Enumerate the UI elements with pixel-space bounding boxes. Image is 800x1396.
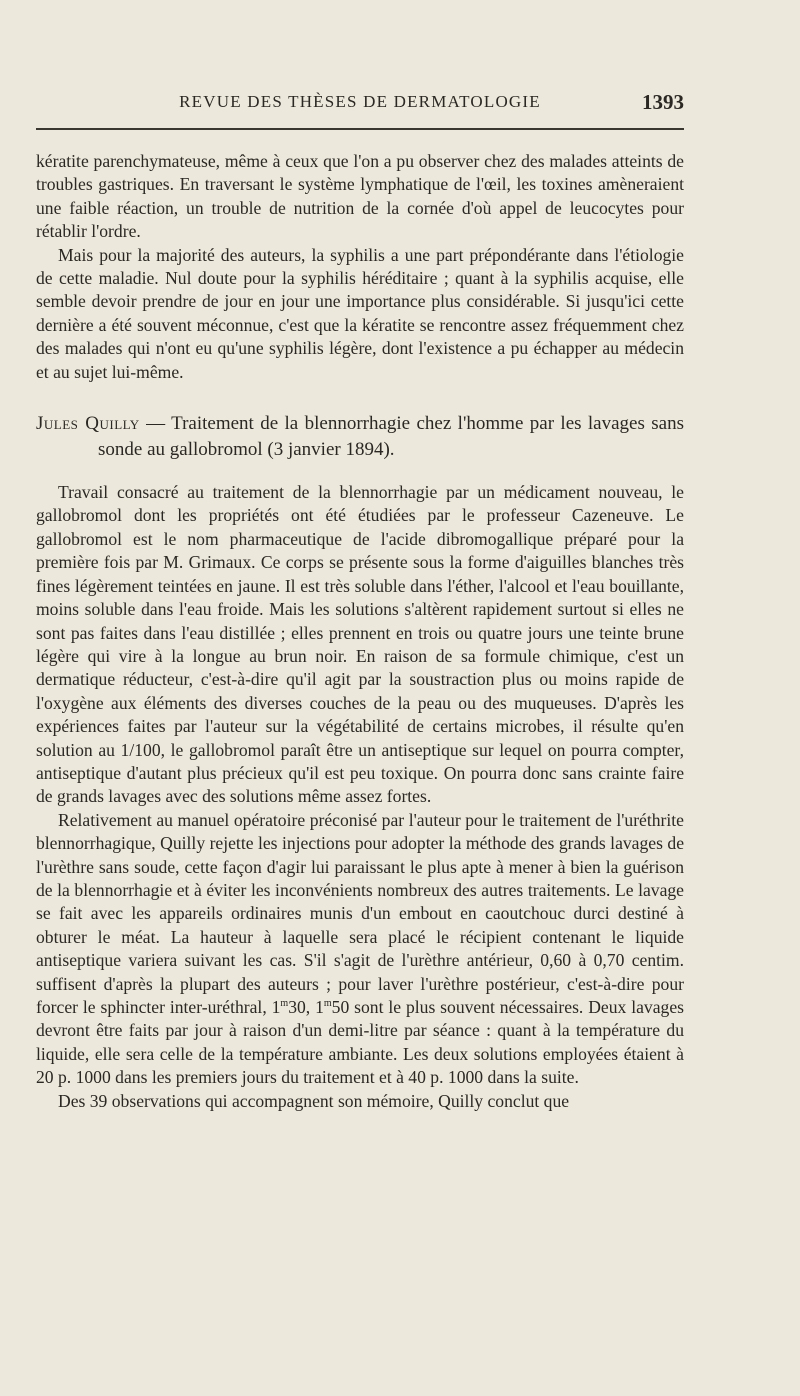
unit-superscript: m — [280, 998, 289, 1010]
article-author: Jules Quilly — [36, 413, 140, 435]
running-title: REVUE DES THÈSES DE DERMATOLOGIE — [179, 92, 541, 111]
spacer — [36, 463, 684, 481]
text-segment: 30, 1 — [288, 997, 324, 1017]
running-head — [36, 88, 684, 116]
paragraph-gallobromol: Travail consacré au traitement de la blennorrhagie par un médicament nouveau, le gallobromol dont les propriétés ont été étudiées par le professeur Cazeneuve. Le gallobromol est le nom pharmaceutique de l'acide dibromogallique préparé pour la première fois par M. Grimaux. Ce corps se présente sous la forme d'aiguilles blanches très fines légèrement teintées en jaune. Il est très soluble dans l'éther, l'alcool et l'eau bouillante, moins soluble dans l'eau froide. Mais les solutions s'altèrent rapidement surtout si elles ne sont pas faites dans l'eau distillée ; elles prennent en trois ou quatre jours une teinte brune légère qui vire à la longue au brun noir. En raison de sa formule chimique, c'est un dermatique réducteur, c'est-à-dire qu'il agit par la soustraction plus ou moins rapide de l'oxygène aux éléments des diverses couches de la peau ou des muqueuses. D'après les expériences faites par l'auteur sur la végétabilité de certains microbes, il résulte qu'en solution au 1/100, le gallobromol paraît être un antiseptique sur lequel on pourra compter, antiseptique d'autant plus précieux qu'il est peu toxique. On pourra donc sans crainte faire de grands lavages avec des solutions même assez fortes. — [36, 482, 684, 807]
paragraph-syphilis: Mais pour la majorité des auteurs, la syphilis a une part prépondérante dans l'étiologie de cette maladie. Nul doute pour la syphilis héréditaire ; quant à la syphilis acquise, elle semble devoir prendre de jour en jour une importance plus considérable. Si jusqu'ici cette dernière a été souvent méconnue, c'est que la kératite se rencontre assez fréquemment chez des malades qui n'ont eu qu'une syphilis légère, dont l'existence a pu échapper au médecin et au sujet lui-même. — [36, 244, 684, 382]
paragraph-keratite: kératite parenchymateuse, même à ceux que l'on a pu observer chez des malades atteints de troubles gastriques. En traversant le système lymphatique de l'œil, les toxines amèneraient une faible réaction, un trouble de nutrition de la cornée d'où appel de leucocytes pour rétablir l'ordre. — [36, 151, 684, 242]
spacer — [36, 384, 684, 411]
article-dash: — — [139, 413, 172, 435]
article-heading — [36, 411, 684, 463]
page-number: 1393 — [642, 90, 684, 114]
article-title: Traitement de la blennorrhagie chez l'homme par les lavages sans sonde au gallobromol (3 janvier 1894). — [98, 413, 684, 461]
unit-superscript: m — [323, 998, 332, 1010]
header-rule — [36, 128, 684, 130]
paragraph-manuel-operatoire — [36, 809, 684, 1090]
paragraph-observations: Des 39 observations qui accompagnent son mémoire, Quilly conclut que — [58, 1090, 570, 1111]
text-segment: 50 sont le plus souvent nécessaires. Deux lavages devront être faits par jour à raison d'un demi-litre par séance : quant à la température du liquide, elle sera celle de la température ambiante. Les deux solutions employées étaient à 20 p. 1000 dans les premiers jours du traitement et à 40 p. 1000 dans la suite. — [36, 997, 684, 1088]
body-text — [36, 150, 684, 1113]
text-segment: Relativement au manuel opératoire préconisé par l'auteur pour le traitement de l'uréthrite blennorrhagique, Quilly rejette les injections pour adopter la méthode des grands lavages de l'urèthre sans soude, cette façon d'agir lui paraissant le plus apte à mener à bien la guérison de la blennorrhagie et à éviter les inconvénients nombreux des autres traitements. Le lavage se fait avec les appareils ordinaires munis d'un embout en caoutchouc durci destiné à obturer le méat. La hauteur à laquelle sera placé le récipient contenant le liquide antiseptique variera suivant les cas. S'il s'agit de l'urèthre antérieur, 0,60 à 0,70 centim. suffisent d'après la plupart des auteurs ; pour laver l'urèthre postérieur, c'est-à-dire pour forcer le sphincter inter-uréthral, 1 — [36, 809, 684, 1017]
